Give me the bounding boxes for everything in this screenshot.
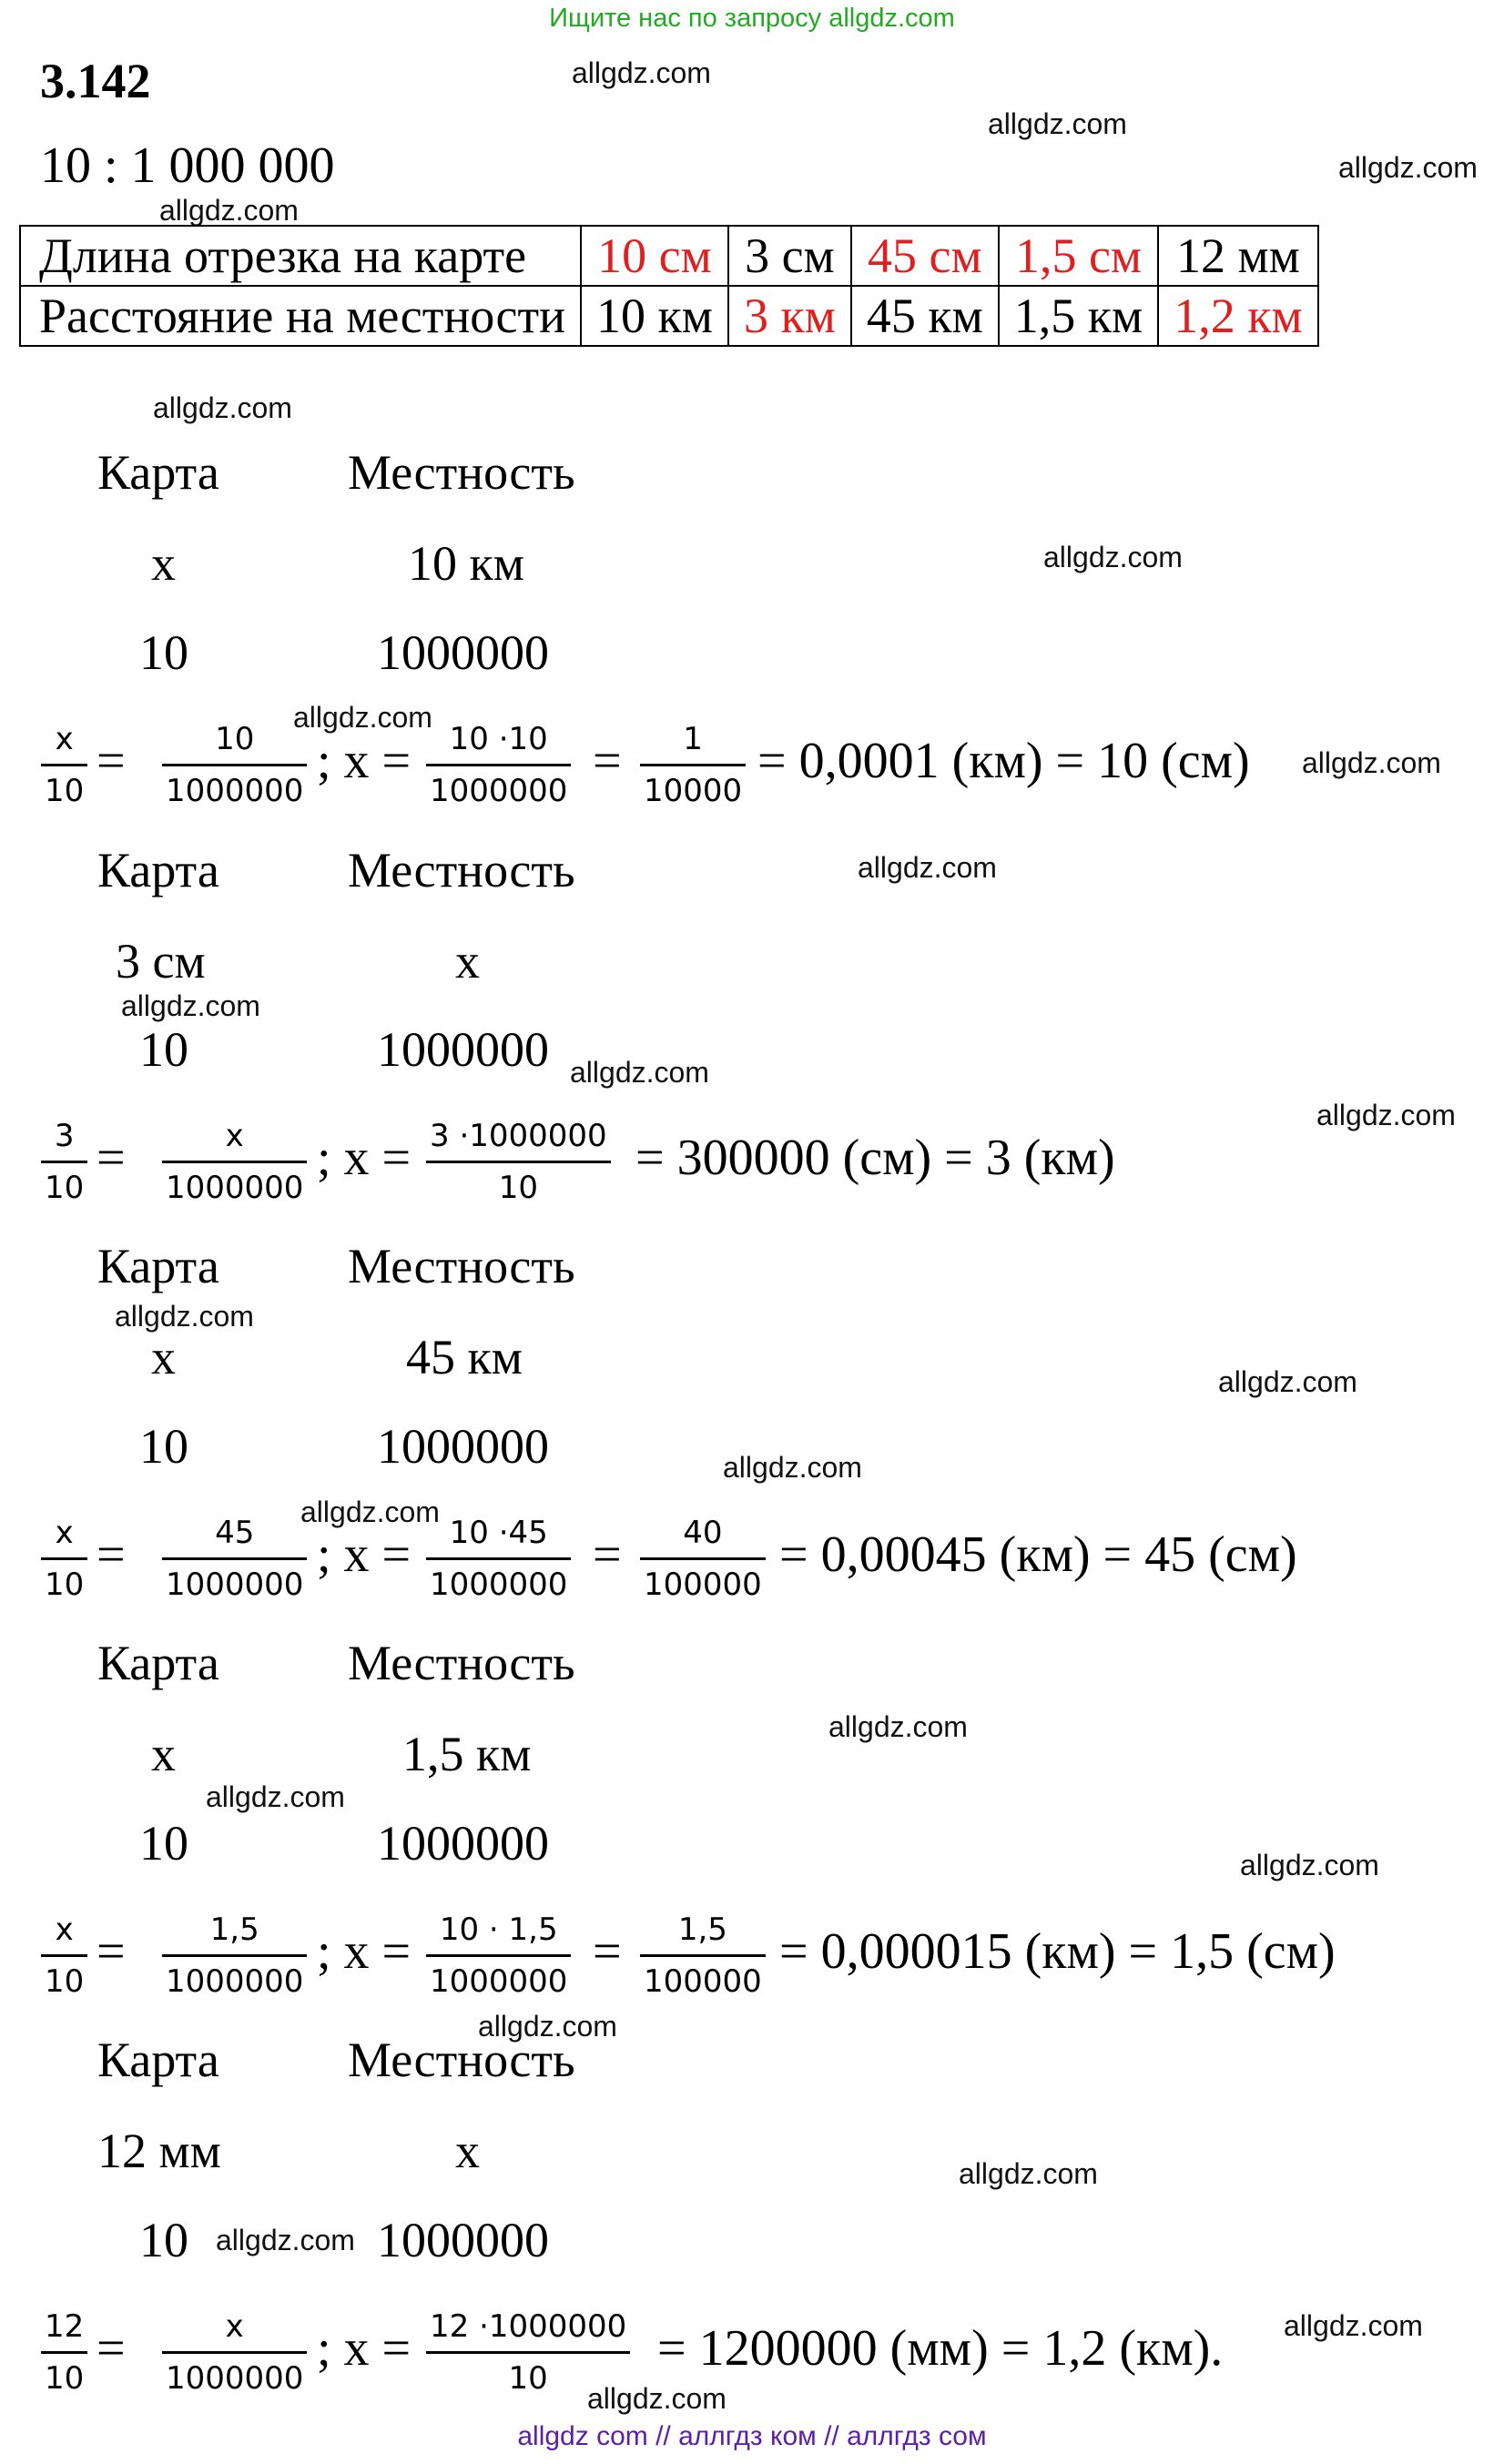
scale-ratio: 10 : 1 000 000 bbox=[40, 137, 335, 194]
equation-text: ; x = bbox=[317, 733, 412, 789]
watermark: allgdz.com bbox=[1043, 541, 1183, 573]
fraction: 10 · 1,5 1000000 bbox=[426, 1914, 571, 1997]
table-cell: 10 см bbox=[581, 226, 728, 286]
bottom-links[interactable]: allgdz com // аллгдз ком // аллгдз сом bbox=[517, 2421, 987, 2451]
value-map: 10 bbox=[139, 625, 188, 680]
watermark: allgdz.com bbox=[587, 2382, 727, 2415]
table-cell: 10 км bbox=[581, 286, 728, 346]
watermark: allgdz.com bbox=[159, 194, 299, 227]
header-terrain: Местность bbox=[348, 445, 575, 500]
value-terrain: 10 км bbox=[408, 536, 524, 591]
fraction: x 10 bbox=[41, 724, 87, 806]
watermark: allgdz.com bbox=[959, 2157, 1098, 2190]
value-map: 12 мм bbox=[97, 2124, 221, 2178]
problem-number: 3.142 bbox=[40, 54, 151, 108]
watermark: allgdz.com bbox=[570, 1056, 709, 1089]
equation-result: = 300000 (см) = 3 (км) bbox=[635, 1130, 1115, 1186]
value-map: x bbox=[151, 1727, 176, 1781]
watermark: allgdz.com bbox=[1218, 1365, 1357, 1398]
equation-result: = 0,00045 (км) = 45 (см) bbox=[779, 1526, 1297, 1583]
table-row bbox=[20, 226, 1318, 286]
equation-result: = 0,000015 (км) = 1,5 (см) bbox=[779, 1923, 1336, 1980]
value-map: 3 см bbox=[116, 934, 206, 989]
table-cell: 3 км bbox=[728, 286, 851, 346]
watermark: allgdz.com bbox=[1284, 2309, 1423, 2342]
fraction: 1,5 1000000 bbox=[162, 1914, 307, 1997]
value-terrain: 1000000 bbox=[377, 1419, 549, 1474]
equation-result: = 1200000 (мм) = 1,2 (км). bbox=[657, 2320, 1224, 2377]
fraction: 3 ·1000000 10 bbox=[426, 1120, 611, 1203]
watermark: allgdz.com bbox=[206, 1780, 345, 1813]
fraction: 40 100000 bbox=[640, 1517, 766, 1600]
value-terrain: 1000000 bbox=[377, 1816, 549, 1871]
value-map: x bbox=[151, 1330, 176, 1384]
table-cell: 12 мм bbox=[1158, 226, 1317, 286]
fraction: 12 10 bbox=[41, 2311, 87, 2394]
fraction: x 1000000 bbox=[162, 1120, 307, 1203]
watermark: allgdz.com bbox=[858, 851, 997, 884]
equals-sign: = bbox=[97, 1923, 126, 1980]
table-cell: 45 км bbox=[851, 286, 999, 346]
watermark: allgdz.com bbox=[988, 107, 1127, 140]
table-cell: 1,5 км bbox=[999, 286, 1158, 346]
value-map: 10 bbox=[139, 1419, 188, 1474]
table-cell: 1,2 км bbox=[1158, 286, 1317, 346]
equals-sign: = bbox=[593, 733, 622, 789]
table-cell: 3 см bbox=[728, 226, 851, 286]
value-map: 10 bbox=[139, 2213, 188, 2267]
fraction: x 10 bbox=[41, 1517, 87, 1600]
watermark: allgdz.com bbox=[1316, 1099, 1456, 1131]
value-terrain: x bbox=[455, 2124, 480, 2178]
watermark: allgdz.com bbox=[300, 1496, 440, 1528]
value-terrain: 45 км bbox=[406, 1330, 523, 1384]
equation-text: ; x = bbox=[317, 2320, 412, 2377]
equation-text: ; x = bbox=[317, 1130, 412, 1186]
equals-sign: = bbox=[97, 2320, 126, 2377]
value-terrain: 1000000 bbox=[377, 2213, 549, 2267]
fraction: x 1000000 bbox=[162, 2311, 307, 2394]
watermark: allgdz.com bbox=[478, 2010, 617, 2043]
table-row bbox=[20, 286, 1318, 346]
top-banner[interactable]: Ищите нас по запросу allgdz.com bbox=[549, 4, 955, 33]
value-map: x bbox=[151, 536, 176, 591]
value-terrain: 1,5 км bbox=[402, 1727, 532, 1781]
watermark: allgdz.com bbox=[1338, 151, 1478, 184]
fraction: 1,5 100000 bbox=[640, 1914, 766, 1997]
watermark: allgdz.com bbox=[1302, 746, 1441, 779]
watermark: allgdz.com bbox=[115, 1300, 254, 1333]
value-terrain: x bbox=[455, 934, 480, 989]
equals-sign: = bbox=[97, 1130, 126, 1186]
row-label: Расстояние на местности bbox=[20, 286, 581, 346]
header-map: Карта bbox=[97, 2033, 219, 2087]
header-map: Карта bbox=[97, 445, 219, 500]
equals-sign: = bbox=[593, 1923, 622, 1980]
header-terrain: Местность bbox=[348, 843, 575, 897]
table-cell: 45 см bbox=[851, 226, 999, 286]
fraction: 1 10000 bbox=[640, 724, 746, 806]
watermark: allgdz.com bbox=[153, 391, 292, 424]
watermark: allgdz.com bbox=[572, 56, 711, 89]
equation-result: = 0,0001 (км) = 10 (см) bbox=[757, 733, 1250, 789]
equals-sign: = bbox=[97, 733, 126, 789]
watermark: allgdz.com bbox=[293, 701, 432, 734]
watermark: allgdz.com bbox=[121, 989, 260, 1022]
watermark: allgdz.com bbox=[216, 2224, 355, 2256]
watermark: allgdz.com bbox=[828, 1710, 968, 1743]
fraction: 12 ·1000000 10 bbox=[426, 2311, 630, 2394]
header-map: Карта bbox=[97, 1239, 219, 1293]
table-cell: 1,5 см bbox=[999, 226, 1158, 286]
fraction: 10 ·45 1000000 bbox=[426, 1517, 571, 1600]
fraction: x 10 bbox=[41, 1914, 87, 1997]
header-map: Карта bbox=[97, 843, 219, 897]
header-map: Карта bbox=[97, 1636, 219, 1690]
value-terrain: 1000000 bbox=[377, 625, 549, 680]
scale-table bbox=[19, 225, 1319, 347]
equation-text: ; x = bbox=[317, 1923, 412, 1980]
equals-sign: = bbox=[593, 1526, 622, 1583]
value-terrain: 1000000 bbox=[377, 1022, 549, 1077]
watermark: allgdz.com bbox=[723, 1451, 862, 1484]
fraction: 45 1000000 bbox=[162, 1517, 307, 1600]
value-map: 10 bbox=[139, 1022, 188, 1077]
fraction: 3 10 bbox=[41, 1120, 87, 1203]
fraction: 10 1000000 bbox=[162, 724, 307, 806]
fraction: 10 ·10 1000000 bbox=[426, 724, 571, 806]
equals-sign: = bbox=[97, 1526, 126, 1583]
value-map: 10 bbox=[139, 1816, 188, 1871]
equation-text: ; x = bbox=[317, 1526, 412, 1583]
header-terrain: Местность bbox=[348, 1636, 575, 1690]
header-terrain: Местность bbox=[348, 1239, 575, 1293]
header-terrain: Местность bbox=[348, 2033, 575, 2087]
watermark: allgdz.com bbox=[1240, 1849, 1379, 1881]
row-label: Длина отрезка на карте bbox=[20, 226, 581, 286]
